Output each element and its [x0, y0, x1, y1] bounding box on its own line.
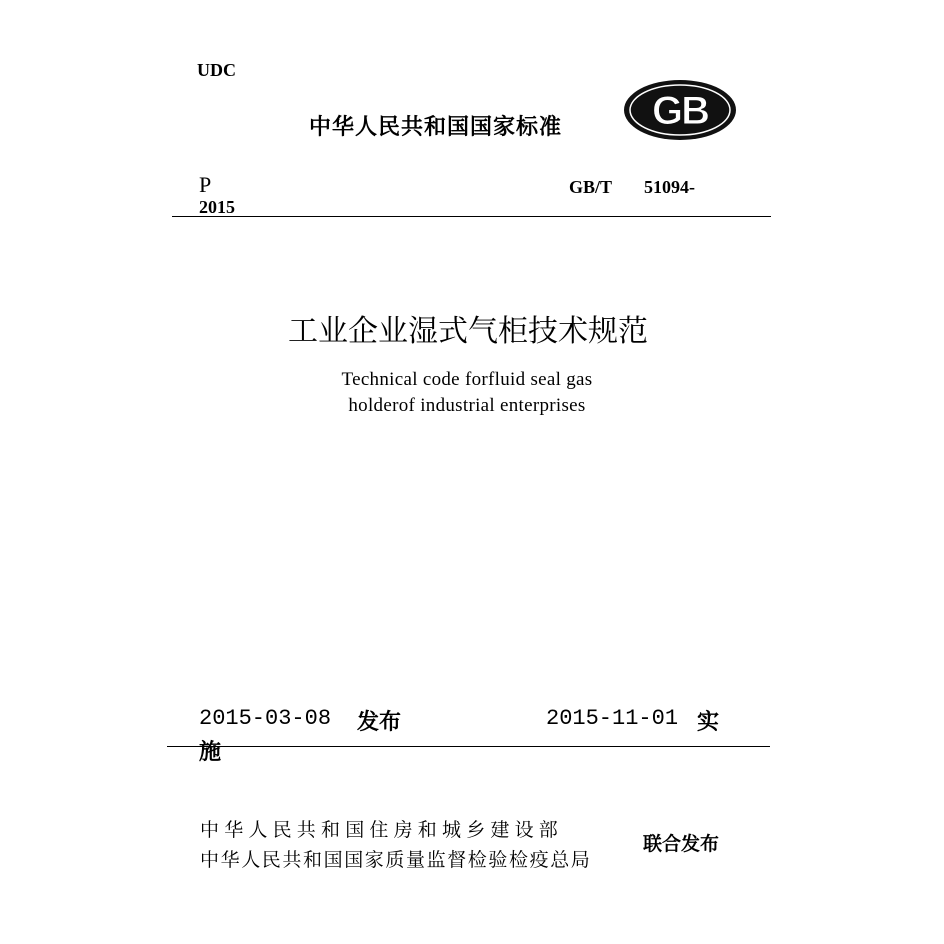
publish-date: 2015-03-08	[199, 706, 332, 731]
publisher-line2: 中华人民共和国国家质量监督检验检疫总局	[200, 849, 592, 871]
classification-p: P	[199, 172, 212, 197]
publisher-line1: 中华人民共和国住房和城乡建设部	[200, 819, 564, 841]
document-title-en-line2: holderof industrial enterprises	[348, 395, 586, 416]
bottom-divider	[167, 746, 770, 747]
gb-logo	[622, 78, 738, 142]
classification-year: 2015	[199, 197, 235, 217]
svg-text:GB: GB	[652, 89, 708, 133]
publish-label: 发布	[357, 710, 402, 735]
standard-number: 51094-	[644, 177, 695, 197]
implement-label-part1: 实	[697, 710, 720, 735]
joint-publish-label: 联合发布	[643, 833, 720, 855]
standard-prefix: GB/T	[569, 177, 613, 197]
top-divider	[172, 216, 771, 217]
document-title-zh: 工业企业湿式气柜技术规范	[288, 314, 648, 349]
national-standard-title: 中华人民共和国国家标准	[309, 115, 563, 140]
implement-date: 2015-11-01	[546, 706, 679, 731]
document-title-en-line1: Technical code forfluid seal gas	[341, 369, 593, 390]
implement-label-part2: 施	[199, 740, 222, 765]
udc-label: UDC	[197, 60, 236, 80]
